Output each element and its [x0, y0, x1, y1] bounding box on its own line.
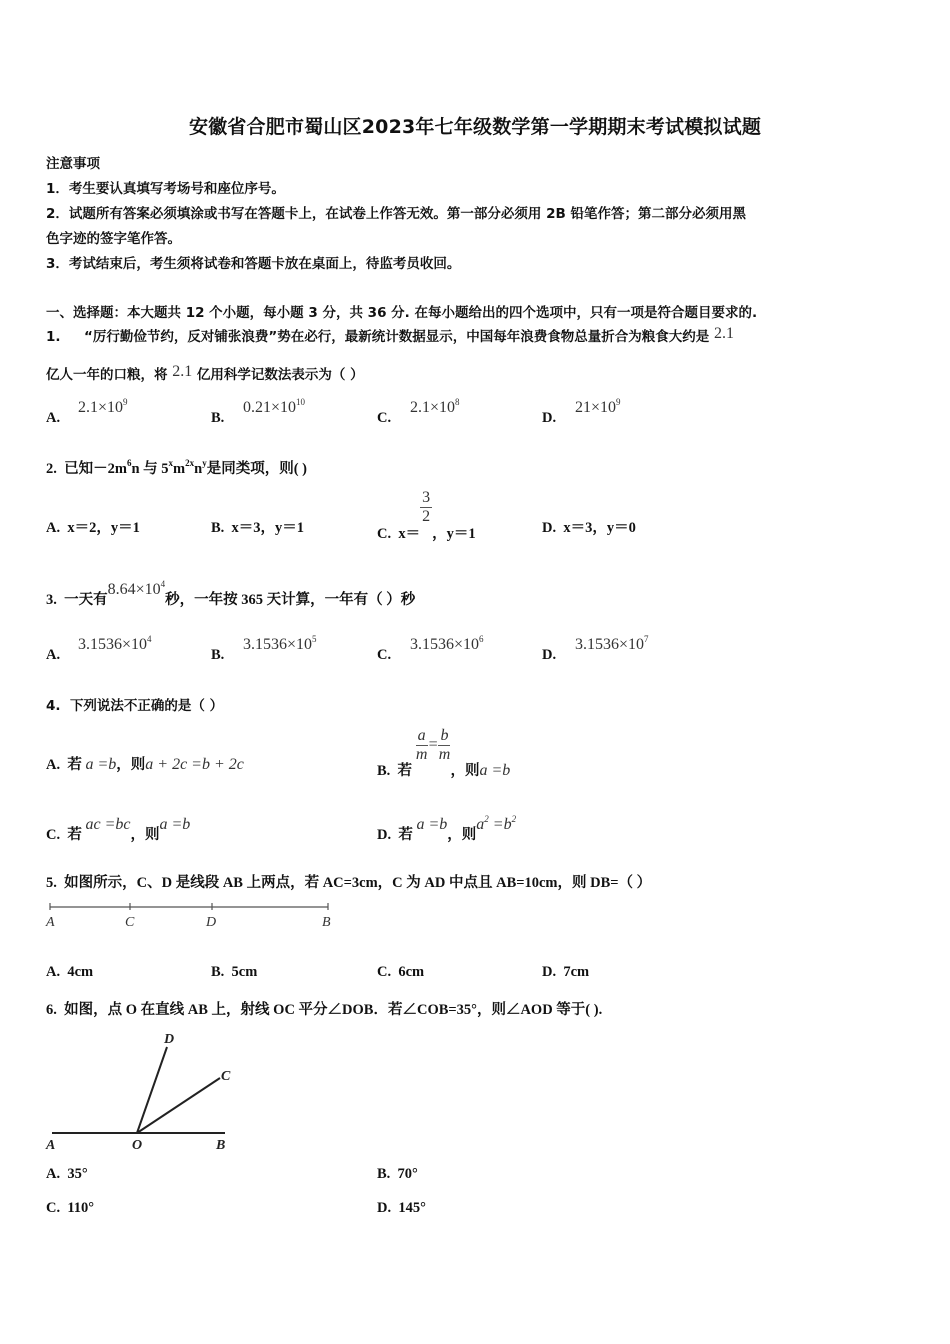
- q6-option-c[interactable]: C. 110°: [46, 1200, 95, 1216]
- q3-option-c-value: $3.1536\times 10^6$: [410, 634, 484, 653]
- math-value: 2.1: [713, 325, 734, 342]
- q2-option-c[interactable]: C. x＝ $\frac{3}{2}$ ，y＝1: [377, 489, 476, 542]
- question-5: 5. 如图所示，C、D 是线段 AB 上两点，若 AC=3cm，C 为 AD 中点且 AB=10cm，则 DB=（ ）: [46, 875, 652, 891]
- q3-option-d[interactable]: D.: [542, 647, 557, 663]
- q2-option-a[interactable]: A. x＝2，y＝1: [46, 520, 140, 536]
- q1-option-d-value: $21\times 10^9$: [575, 397, 621, 416]
- point-label-a: A: [46, 915, 55, 930]
- point-label-o: O: [132, 1138, 143, 1153]
- note-item-3: 3．考试结束后，考生须将试卷和答题卡放在桌面上，待监考员收回。: [46, 256, 461, 272]
- q4-option-d[interactable]: D. 若 a =b，则$a^2 =b^2$: [377, 814, 517, 843]
- q4-option-c[interactable]: C. 若 ac =bc，则a =b: [46, 816, 191, 843]
- question-1-line2: 亿人一年的口粮，将 2.1 亿用科学记数法表示为（ ）: [46, 363, 364, 383]
- q3-option-a[interactable]: A.: [46, 647, 61, 663]
- q1-option-a-value: $2.1\times 10^9$: [78, 397, 128, 416]
- point-label-c: C: [125, 915, 135, 930]
- q3-option-d-value: $3.1536\times 10^7$: [575, 634, 649, 653]
- question-4: 4. 下列说法不正确的是（ ）: [46, 698, 224, 714]
- question-2: 2. 已知$-2m^6n$ 与 $5^xm^{2x}n^y$是同类项，则( ): [46, 458, 308, 477]
- q4-option-a[interactable]: A. 若 a =b，则a + 2c =b + 2c: [46, 756, 244, 773]
- angle-figure: [40, 1025, 260, 1155]
- q2-option-b[interactable]: B. x＝3，y＝1: [211, 520, 305, 536]
- notes-heading: 注意事项: [46, 156, 100, 172]
- note-item-2-cont: 色字迹的签字笔作答。: [46, 231, 181, 247]
- q1-option-b[interactable]: B.: [211, 410, 225, 426]
- q2-option-d[interactable]: D. x＝3，y＝0: [542, 520, 636, 536]
- question-number: 1.: [46, 329, 61, 345]
- point-label-a: A: [46, 1138, 56, 1153]
- q1-option-a[interactable]: A.: [46, 410, 61, 426]
- q1-option-d[interactable]: D.: [542, 410, 557, 426]
- note-item-2: 2．试题所有答案必须填涂或书写在答题卡上，在试卷上作答无效。第一部分必须用 2B 铅笔作答；第二部分必须用黑: [46, 206, 746, 222]
- q1-option-c-value: $2.1\times 10^8$: [410, 397, 460, 416]
- q4-option-b[interactable]: B. 若 $\frac{a}{m}$ = $\frac{b}{m}$ ，则a =b: [377, 727, 511, 779]
- q6-option-a[interactable]: A. 35°: [46, 1166, 88, 1182]
- q6-option-d[interactable]: D. 145°: [377, 1200, 426, 1216]
- point-label-b: B: [216, 1138, 226, 1153]
- question-text: “厉行勤俭节约，反对铺张浪费”势在必行，最新统计数据显示，中国每年浪费食物总量折合为粮食大约是: [84, 329, 710, 345]
- question-1: [46, 325, 734, 346]
- q3-option-a-value: $3.1536\times 10^4$: [78, 634, 152, 653]
- line-segment-figure: [44, 897, 344, 933]
- question-6: 6. 如图，点 O 在直线 AB 上，射线 OC 平分∠DOB．若∠COB=35°，则∠AOD 等于( ).: [46, 1002, 603, 1018]
- q1-option-c[interactable]: C.: [377, 410, 392, 426]
- section-heading: 一、选择题：本大题共 12 个小题，每小题 3 分，共 36 分. 在每小题给出的四个选项中，只有一项是符合题目要求的.: [46, 305, 758, 321]
- q3-option-b[interactable]: B.: [211, 647, 225, 663]
- q6-option-b[interactable]: B. 70°: [377, 1166, 418, 1182]
- q1-option-b-value: $0.21\times 10^{10}$: [243, 397, 306, 416]
- q5-option-c[interactable]: C. 6cm: [377, 964, 425, 980]
- note-item-1: 1．考生要认真填写考场号和座位序号。: [46, 181, 285, 197]
- page-title: 安徽省合肥市蜀山区2023年七年级数学第一学期期末考试模拟试题: [188, 116, 762, 138]
- point-label-d: D: [164, 1032, 175, 1047]
- q5-option-b[interactable]: B. 5cm: [211, 964, 258, 980]
- q3-option-c[interactable]: C.: [377, 647, 392, 663]
- point-label-c: C: [221, 1069, 231, 1084]
- q5-option-a[interactable]: A. 4cm: [46, 964, 94, 980]
- q5-option-d[interactable]: D. 7cm: [542, 964, 590, 980]
- q3-option-b-value: $3.1536\times 10^5$: [243, 634, 317, 653]
- point-label-b: B: [322, 915, 331, 930]
- question-3: 3. 一天有$8.64\times 10^4$秒，一年按 365 天计算，一年有（ ）秒: [46, 579, 416, 608]
- point-label-d: D: [206, 915, 217, 930]
